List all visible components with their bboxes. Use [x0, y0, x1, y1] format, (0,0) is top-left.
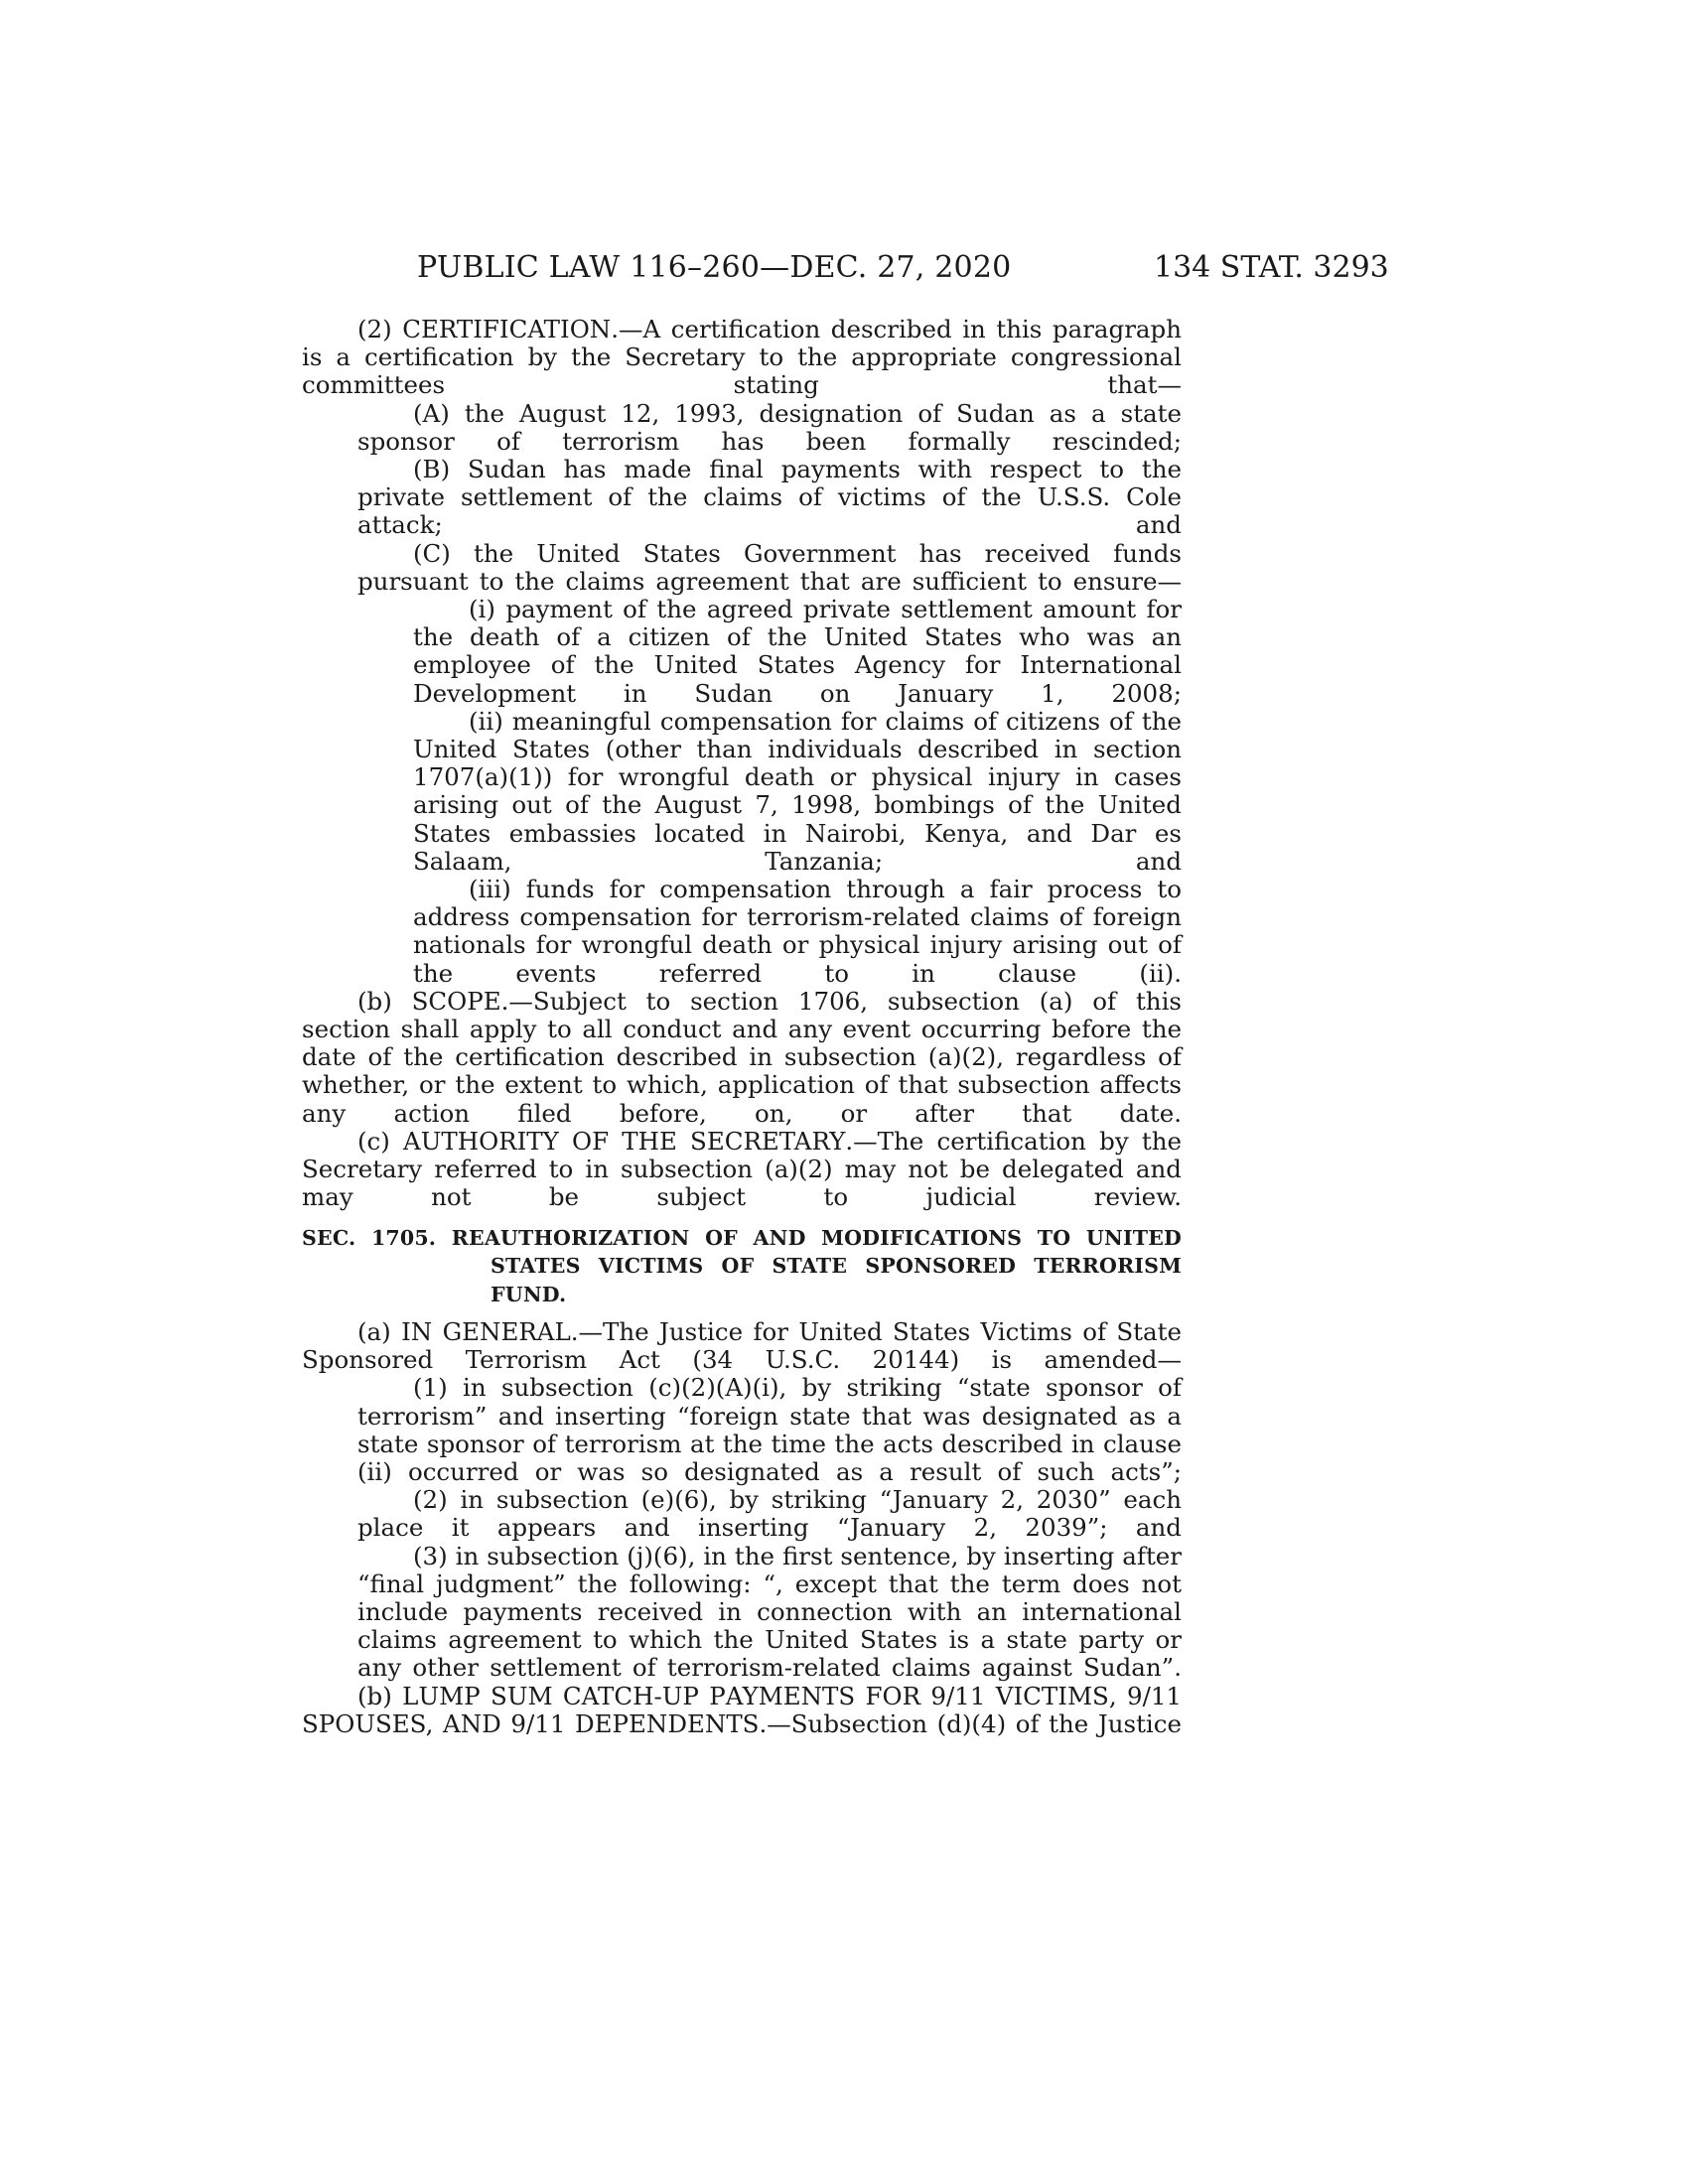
section-heading: SEC. 1705. REAUTHORIZATION OF AND MODIFICATIONS TO UNITED STATES VICTIMS OF STATE SPONSORED TERRORISM FUND. [302, 1225, 1182, 1306]
amendment-item-2: (2) in subsection (e)(6), by striking “January 2, 2030” each place it appears and inserting “January 2, 2039”; and [357, 1485, 1182, 1543]
auth-text: .—The certification by the Secretary referred to in subsection (a)(2) may not be delegated and may not be subject to judicial review. [302, 1126, 1182, 1212]
lump-sc-6: POUSES, AND [318, 1708, 501, 1738]
lump-sc-1: UMP [418, 1681, 481, 1710]
cert-label-smallcaps: ERTIFICATION [420, 315, 612, 343]
general-label-2: G [432, 1317, 463, 1346]
lump-text-3: C [552, 1681, 582, 1710]
auth-label: (c) A [357, 1126, 421, 1156]
auth-label-2: S [676, 1126, 707, 1156]
lump-sc-2: UM [506, 1681, 553, 1710]
cert-item-a: (A) the August 12, 1993, designation of Sudan as a state sponsor of terrorism has been formally rescinded; [357, 398, 1182, 456]
lump-sc-5: ICTIMS [1013, 1681, 1109, 1710]
lump-text-5: 9/11 V [920, 1681, 1014, 1710]
general-label-smallcaps: N [410, 1317, 433, 1346]
cert-item-c-i: (i) payment of the agreed private settlement amount for the death of a citizen of the United States who was an employee of the United States Agency for International Development in Sudan on January 1, 2008; [413, 595, 1182, 708]
lump-sc-4: AYMENTS FOR [725, 1681, 921, 1710]
page-header-stat-ref: 134 STAT. 3293 [1154, 250, 1389, 285]
amendment-item-3: (3) in subsection (j)(6), in the first sentence, by inserting after “final judgment” the following: “, except that the term does not include payments received in connection with an international claims agreement to which the United States is a state party or any other settlement of terrorism-related claims against Sudan”. [357, 1541, 1182, 1683]
lump-text-4: P [698, 1681, 726, 1710]
cert-label: (2) C [357, 315, 421, 343]
authority-paragraph [302, 1128, 1182, 1212]
lump-text-7: 9/11 D [500, 1708, 595, 1738]
certification-paragraph [302, 316, 1182, 400]
general-text: .—The Justice for United States Victims of State Sponsored Terrorism Act (34 U.S.C. 20144) is amended— [302, 1317, 1182, 1375]
lump-text-6: , 9/11 S [302, 1681, 1182, 1738]
auth-label-smallcaps: UTHORITY OF THE [420, 1126, 677, 1156]
scope-label: (b) S [357, 986, 429, 1016]
lump-text-1: (b) L [357, 1681, 419, 1710]
scope-text: .—Subject to section 1706, subsection (a) of this section shall apply to all conduct and any event occurring before the date of the certification described in subsection (a)(2), regardless of whether, or the extent to which, application of that subsection affects any action filed before, on, or after that date. [302, 986, 1182, 1128]
lump-sc-3: ATCH-UP [581, 1681, 699, 1710]
lump-text-8: .—Subsection (d)(4) of the Justice [759, 1708, 1182, 1738]
amendment-item-1: (1) in subsection (c)(2)(A)(i), by striking “state sponsor of terrorism” and inserting “foreign state that was designated as a state sponsor of terrorism at the time the acts described in clause (ii) occurred or was so designated as a result of such acts”; [357, 1373, 1182, 1487]
auth-label-2-smallcaps: ECRETARY [706, 1126, 846, 1156]
cert-item-c-iii: (iii) funds for compensation through a fair process to address compensation for terrorism-related claims of foreign nationals for wrongful death or physical injury arising out of the events referred to in clause (ii). [413, 875, 1182, 988]
general-label: (a) I [357, 1317, 411, 1346]
lump-text-2: S [480, 1681, 507, 1710]
cert-item-c-ii: (ii) meaningful compensation for claims of citizens of the United States (other than individuals described in section 1707(a)(1)) for wrongful death or physical injury in cases arising out of the August 7, 1998, bombings of the United States embassies located in Nairobi, Kenya, and Dar es Salaam, Tanzania; and [413, 706, 1182, 876]
cert-item-b: (B) Sudan has made final payments with respect to the private settlement of the claims of victims of the U.S.S. Cole attack; and [357, 455, 1182, 540]
lump-sc-7: EPENDENTS [594, 1708, 760, 1738]
cert-text: .—A certification described in this paragraph is a certification by the Secretary to the appropriate congressional committees stating that— [302, 315, 1182, 400]
lump-sum-paragraph [302, 1683, 1182, 1738]
document-body [302, 316, 1182, 1738]
page-header-title: PUBLIC LAW 116–260—DEC. 27, 2020 [417, 250, 1012, 285]
scope-paragraph [302, 988, 1182, 1128]
general-paragraph [302, 1318, 1182, 1374]
cert-item-c: (C) the United States Government has received funds pursuant to the claims agreement that are sufficient to ensure— [357, 538, 1182, 596]
general-label-2-smallcaps: ENERAL [462, 1317, 571, 1346]
scope-label-smallcaps: COPE [428, 986, 501, 1016]
